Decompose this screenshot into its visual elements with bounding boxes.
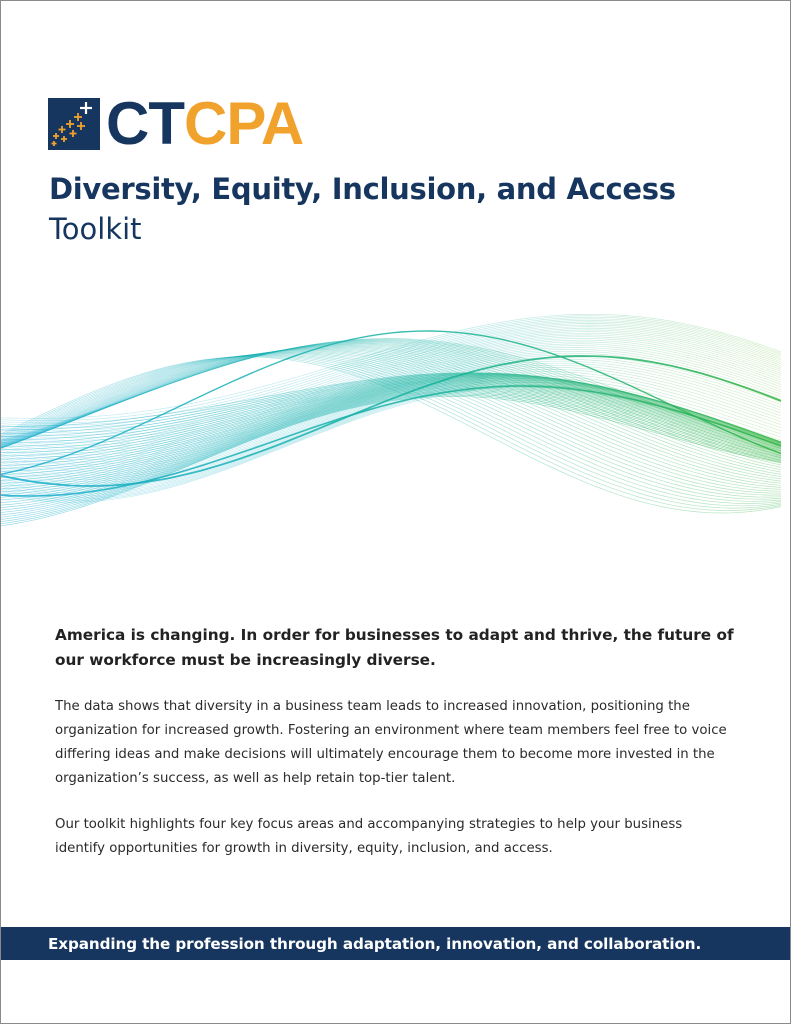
- title-line-2: Toolkit: [49, 212, 142, 246]
- ctcpa-logo: [48, 90, 304, 157]
- logo-text-cpa: CPA: [183, 90, 304, 157]
- lead-statement: America is changing. In order for businesses to adapt and thrive, the future of our workforce must be increasingly diverse.: [55, 626, 734, 669]
- title-line-1: Diversity, Equity, Inclusion, and Access: [49, 172, 676, 206]
- intro-section: [55, 623, 735, 883]
- logo-text-ct: CT: [106, 90, 184, 157]
- plus-signs-logo-icon: [48, 98, 100, 150]
- paragraph-toolkit-overview: Our toolkit highlights four key focus areas and accompanying strategies to help your business identify opportunities for growth in diversity, equity, inclusion, and access.: [55, 817, 683, 856]
- wave-ribbon-graphic: [1, 256, 790, 596]
- footer-tagline-band: [1, 927, 790, 960]
- wave-lines: [1, 314, 781, 526]
- ctcpa-wordmark: [106, 90, 304, 157]
- document-title: [49, 169, 749, 249]
- paragraph-diversity-data: The data shows that diversity in a business team leads to increased innovation, positioning the organization for increased growth. Fostering an environment where team members feel free to voice differing ideas and make decisions will ultimately encourage them to become more invested in the organization’s success, as well as help retain top-tier talent.: [55, 699, 727, 786]
- footer-tagline: Expanding the profession through adaptation, innovation, and collaboration.: [48, 934, 702, 953]
